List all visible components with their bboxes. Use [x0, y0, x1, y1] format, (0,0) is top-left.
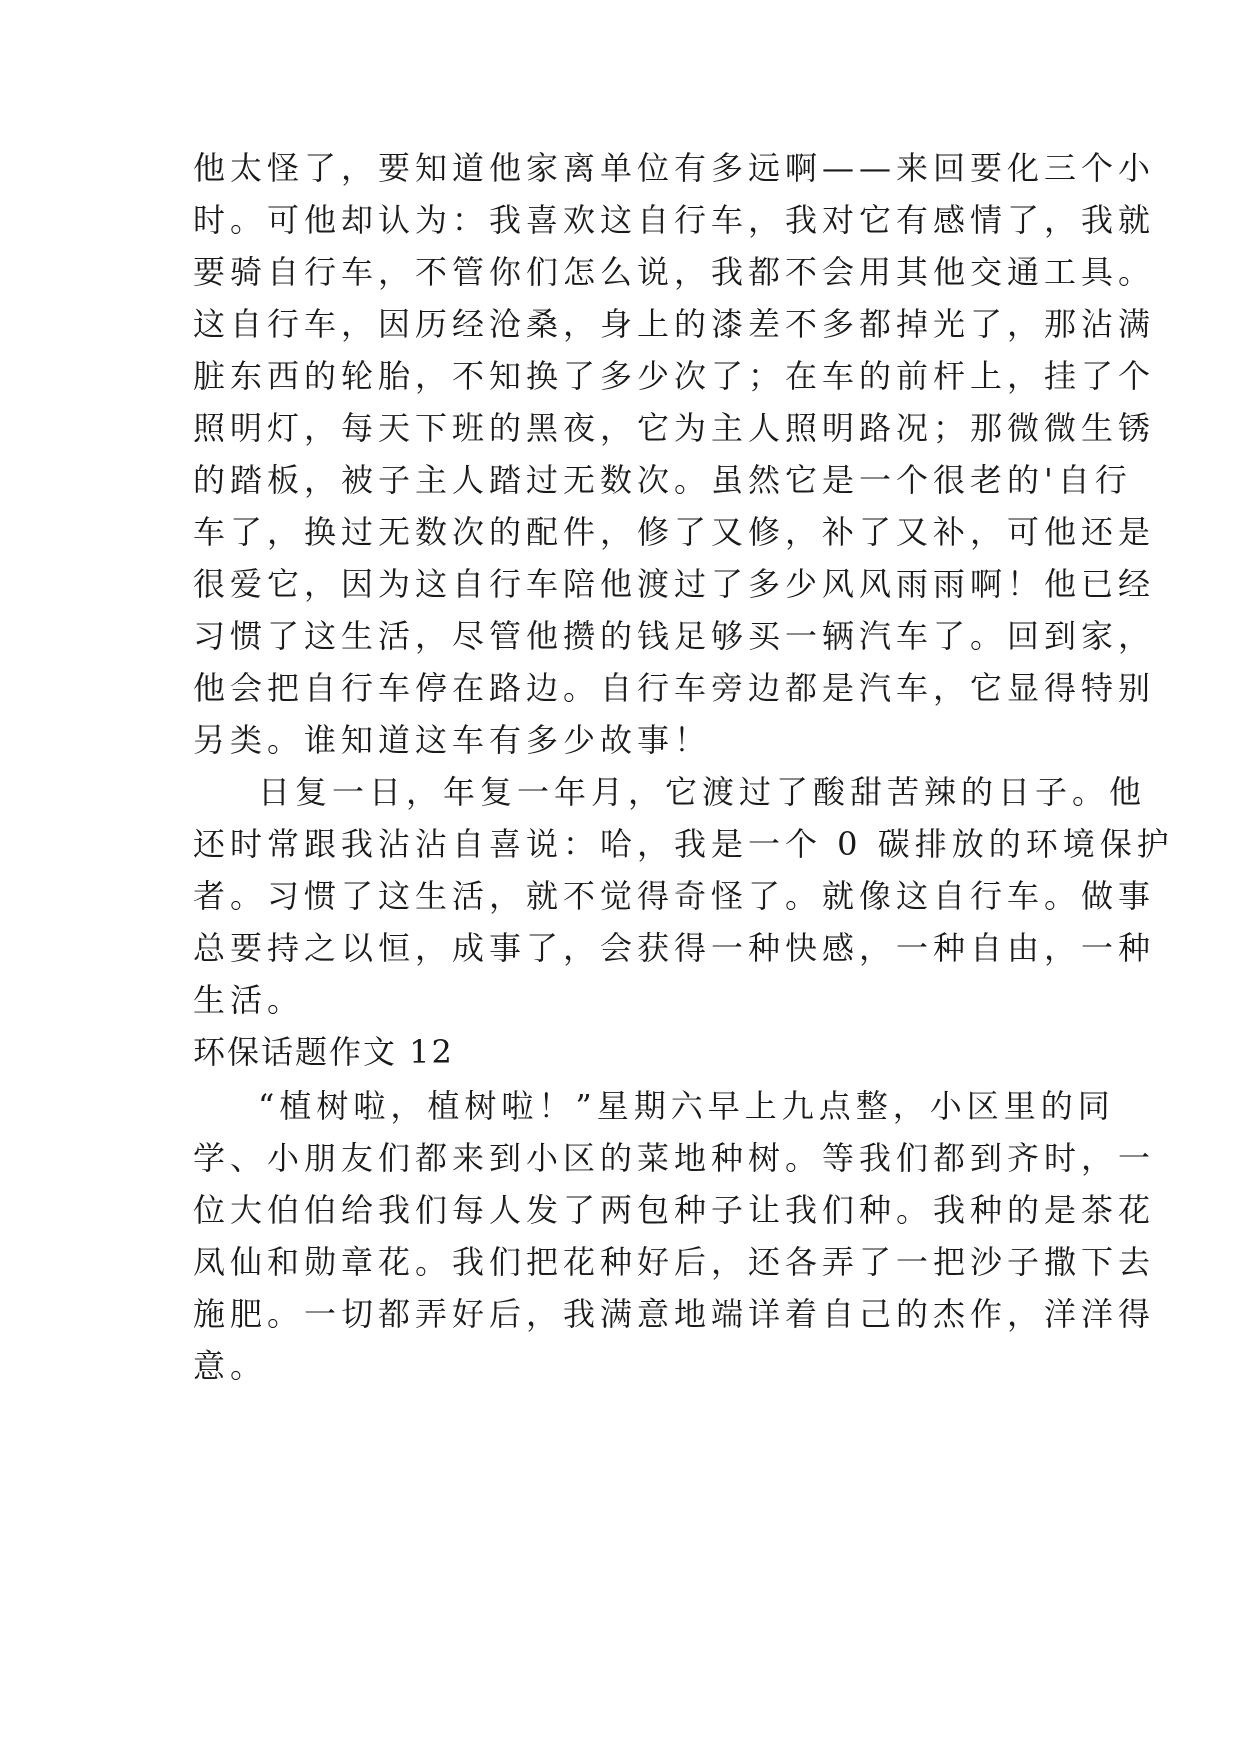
- paragraph-line: 另类。谁知道这车有多少故事！: [193, 721, 712, 759]
- paragraph-line: 者。习惯了这生活，就不觉得奇怪了。就像这自行车。做事: [193, 877, 1156, 915]
- paragraph-line: 时。可他却认为：我喜欢这自行车，我对它有感情了，我就: [193, 201, 1156, 239]
- paragraph-line: 这自行车，因历经沧桑，身上的漆差不多都掉光了，那沾满: [193, 305, 1156, 343]
- paragraph-line: 的踏板，被子主人踏过无数次。虽然它是一个很老的'自行: [193, 461, 1132, 499]
- paragraph-line: 施肥。一切都弄好后，我满意地端详着自己的杰作，洋洋得: [193, 1295, 1156, 1333]
- paragraph-line: 学、小朋友们都来到小区的菜地种树。等我们都到齐时，一: [193, 1139, 1156, 1177]
- paragraph-line: 凤仙和勋章花。我们把花种好后，还各弄了一把沙子撒下去: [193, 1243, 1156, 1281]
- paragraph-line: 车了，换过无数次的配件，修了又修，补了又补，可他还是: [193, 513, 1156, 551]
- paragraph-line: “植树啦，植树啦！”星期六早上九点整，小区里的同: [258, 1087, 1115, 1125]
- paragraph-line: 意。: [193, 1347, 268, 1385]
- paragraph-line: 习惯了这生活，尽管他攒的钱足够买一辆汽车了。回到家，: [193, 617, 1156, 655]
- paragraph-line: 他太怪了，要知道他家离单位有多远啊——来回要化三个小: [193, 149, 1156, 187]
- paragraph-line: 很爱它，因为这自行车陪他渡过了多少风风雨雨啊！他已经: [193, 565, 1156, 603]
- paragraph-line: 要骑自行车，不管你们怎么说，我都不会用其他交通工具。: [193, 253, 1156, 291]
- section-heading: 环保话题作文 12: [193, 1033, 454, 1071]
- paragraph-line: 照明灯，每天下班的黑夜，它为主人照明路况；那微微生锈: [193, 409, 1156, 447]
- paragraph-line: 日复一日，年复一年月，它渡过了酸甜苦辣的日子。他: [258, 773, 1147, 811]
- paragraph-line: 还时常跟我沾沾自喜说：哈，我是一个 0 碳排放的环境保护: [193, 825, 1174, 863]
- paragraph-line: 位大伯伯给我们每人发了两包种子让我们种。我种的是茶花: [193, 1191, 1156, 1229]
- paragraph-line: 总要持之以恒，成事了，会获得一种快感，一种自由，一种: [193, 929, 1156, 967]
- paragraph-line: 他会把自行车停在路边。自行车旁边都是汽车，它显得特别: [193, 669, 1156, 707]
- paragraph-line: 生活。: [193, 981, 305, 1019]
- paragraph-line: 脏东西的轮胎，不知换了多少次了；在车的前杆上，挂了个: [193, 357, 1156, 395]
